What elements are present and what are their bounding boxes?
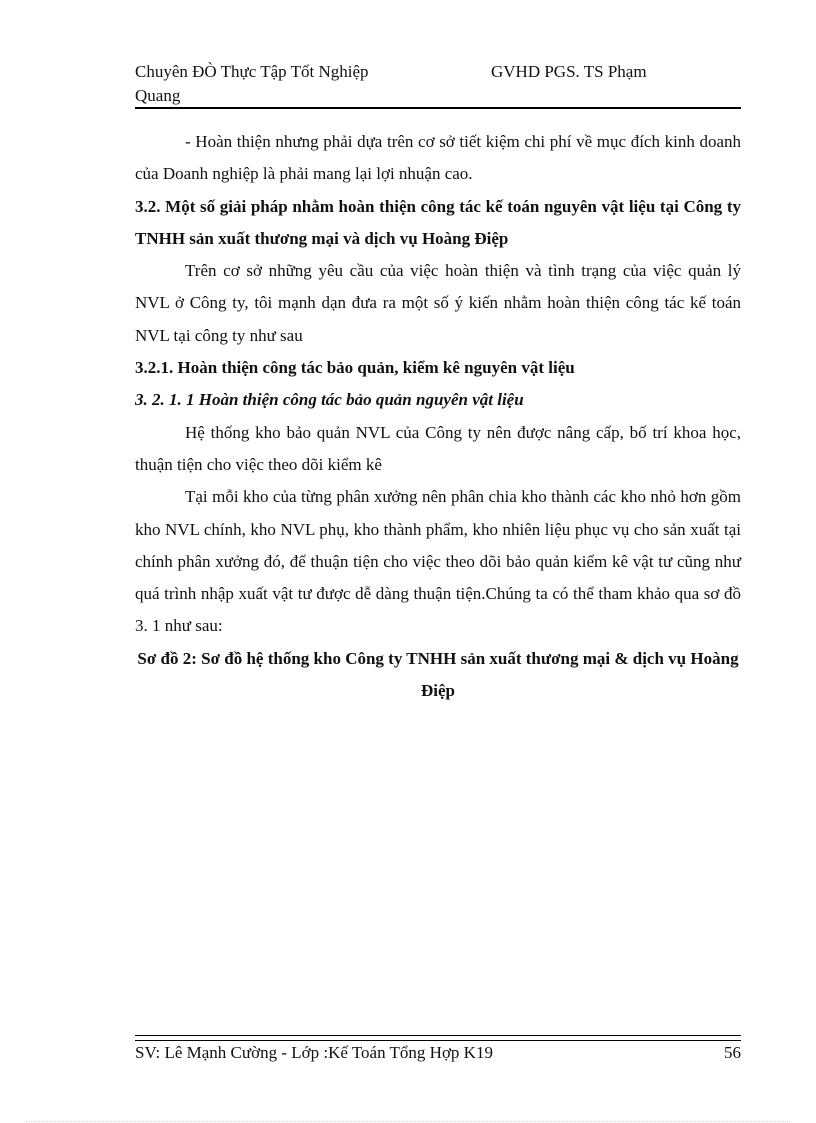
diagram-caption: Sơ đồ 2: Sơ đồ hệ thống kho Công ty TNHH sản xuất thương mại & dịch vụ Hoàng Điệp — [137, 648, 739, 701]
section-heading: 3.2. Một số giải pháp nhằm hoàn thiện công tác kế toán nguyên vật liệu tại Công ty TNHH sản xuất thương mại và dịch vụ Hoàng Điệp — [135, 196, 741, 248]
page-content — [135, 126, 741, 707]
subsubsection-heading: 3. 2. 1. 1 Hoàn thiện công tác bảo quản nguyên vật liệu — [135, 390, 524, 410]
page-number: 56 — [724, 1043, 741, 1062]
header-supervisor: GVHD PGS. TS Phạm — [491, 62, 647, 81]
header-divider — [135, 107, 741, 109]
paragraph-2: Trên cơ sở những yêu cầu của việc hoàn thiện và tình trạng của việc quản lý NVL ở Công ty, tôi mạnh dạn đưa ra một số ý kiến nhằm hoàn thiện công tác kế toán NVL tại công ty như sau — [135, 261, 741, 345]
paragraph-1: - Hoàn thiện nhưng phải dựa trên cơ sở tiết kiệm chi phí về mục đích kinh doanh của Doanh nghiệp là phải mang lại lợi nhuận cao. — [135, 132, 741, 184]
header-title: Chuyên ĐÒ Thực Tập Tốt Nghiệp — [135, 62, 369, 81]
student-info: SV: Lê Mạnh Cường - Lớp :Kế Toán Tổng Hợp K19 — [135, 1043, 493, 1062]
paragraph-3: Hệ thống kho bảo quản NVL của Công ty nên được nâng cấp, bố trí khoa học, thuận tiện cho việc theo dõi kiểm kê — [135, 422, 741, 474]
header-supervisor-continued: Quang — [135, 86, 181, 105]
paragraph-4: Tại mỗi kho của từng phân xưởng nên phân chia kho thành các kho nhỏ hơn gồm kho NVL chính, kho NVL phụ, kho thành phẩm, kho nhiên liệu phục vụ cho sản xuất tại chính phân xưởng đó, để thuận tiện cho việc theo dõi bảo quản kiểm kê vật tư cũng như quá trình nhập xuất vật tư được dễ dàng thuận tiện.Chúng ta có thể tham khảo qua sơ đồ 3. 1 như sau: — [135, 487, 741, 636]
bottom-dotted-border — [26, 1121, 790, 1122]
page-header — [135, 60, 741, 110]
subsection-heading: 3.2.1. Hoàn thiện công tác bảo quản, kiểm kê nguyên vật liệu — [135, 358, 575, 378]
